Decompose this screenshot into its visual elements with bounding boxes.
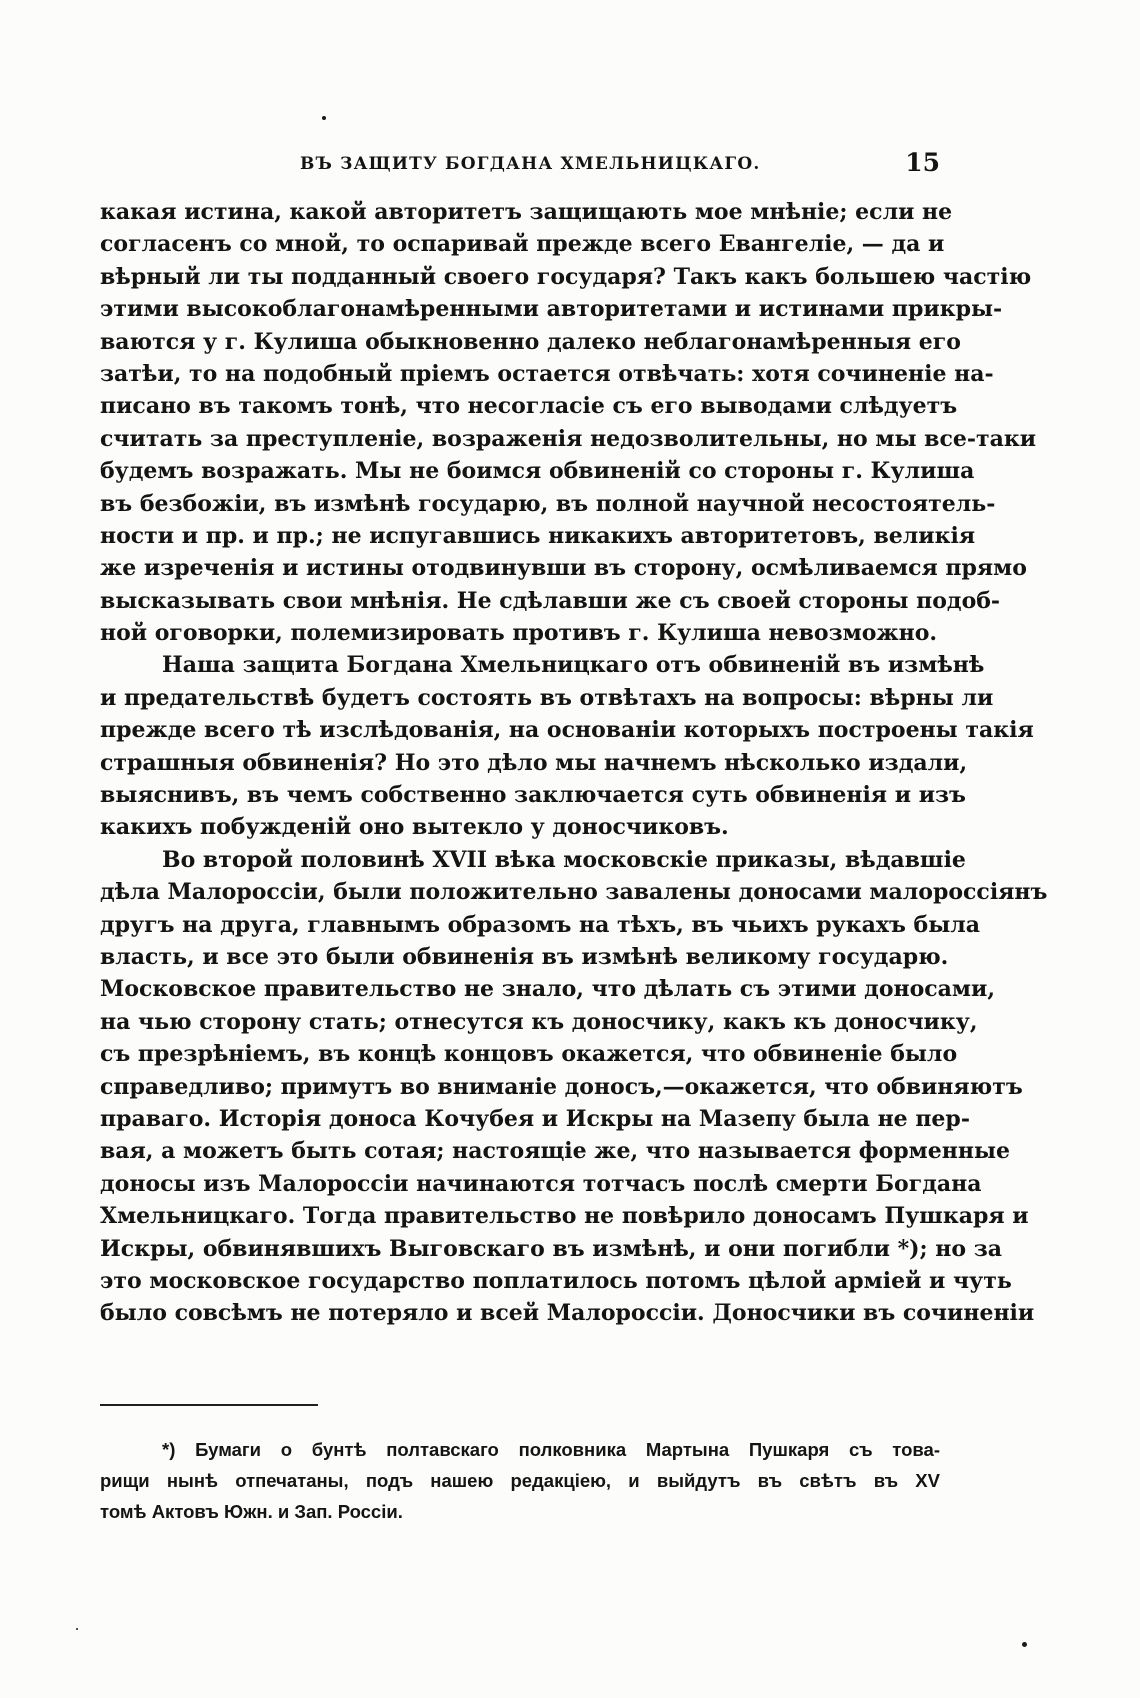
text-line: какихъ побужденій оно вытекло у доносчиковъ. xyxy=(100,814,729,841)
text-line: прежде всего тѣ изслѣдованія, на основаніи которыхъ построены такія xyxy=(100,717,1034,744)
text-line: доносы изъ Малороссіи начинаются тотчасъ послѣ смерти Богдана xyxy=(100,1170,982,1197)
print-speck xyxy=(322,116,326,120)
text-line: ваются у г. Кулиша обыкновенно далеко неблагонамѣренныя его xyxy=(100,328,961,355)
text-line: власть, и все это были обвиненія въ измѣнѣ великому государю. xyxy=(100,943,949,970)
paragraph xyxy=(100,844,1048,1330)
text-line: высказывать свои мнѣнія. Не сдѣлавши же съ своей стороны подоб- xyxy=(100,587,1001,614)
page-header xyxy=(100,148,940,182)
paragraph xyxy=(100,649,1034,843)
paragraph xyxy=(100,196,1037,649)
print-speck xyxy=(1022,1642,1027,1647)
text-line: ности и пр. и пр.; не испугавшись никакихъ авторитетовъ, великія xyxy=(100,522,976,549)
print-speck xyxy=(76,1628,78,1630)
footnote xyxy=(100,1434,940,1527)
text-line: вая, а можетъ быть сотая; настоящіе же, что называется форменные xyxy=(100,1138,1011,1165)
text-line: съ презрѣніемъ, въ концѣ концовъ окажется, что обвиненіе было xyxy=(100,1041,958,1068)
body-text xyxy=(100,196,1048,1330)
text-line: этими высокоблагонамѣренными авторитетами и истинами прикры- xyxy=(100,296,1003,323)
text-line: же изреченія и истины отодвинувши въ сторону, осмѣливаемся прямо xyxy=(100,555,1027,582)
text-line: затѣи, то на подобный пріемъ остается отвѣчать: хотя сочиненіе на- xyxy=(100,360,994,387)
text-line: Московское правительство не знало, что дѣлать съ этими доносами, xyxy=(100,976,996,1003)
text-line: будемъ возражать. Мы не боимся обвиненій со стороны г. Кулиша xyxy=(100,458,975,485)
text-line: Искры, обвинявшихъ Выговскаго въ измѣнѣ, и они погибли *); но за xyxy=(100,1235,1003,1262)
text-line: дѣла Малороссіи, были положительно завалены доносами малороссіянъ xyxy=(100,879,1048,906)
text-line: Наша защита Богдана Хмельницкаго отъ обвиненій въ измѣнѣ xyxy=(162,652,985,679)
text-line: въ безбожіи, въ измѣнѣ государю, въ полной научной несостоятель- xyxy=(100,490,996,517)
text-line: праваго. Исторія доноса Кочубея и Искры на Мазепу была не пер- xyxy=(100,1105,970,1132)
text-line: Хмельницкаго. Тогда правительство не повѣрило доносамъ Пушкаря и xyxy=(100,1203,1029,1230)
text-line: вѣрный ли ты подданный своего государя? Такъ какъ большею частію xyxy=(100,263,1032,290)
text-line: было совсѣмъ не потеряло и всей Малороссіи. Доносчики въ сочиненіи xyxy=(100,1300,1035,1327)
text-line: Во второй половинѣ XVII вѣка московскіе приказы, вѣдавшіе xyxy=(162,846,966,873)
text-line: и предательствѣ будетъ состоять въ отвѣтахъ на вопросы: вѣрны ли xyxy=(100,684,994,711)
text-line: ной оговорки, полемизировать противъ г. Кулиша невозможно. xyxy=(100,620,938,647)
text-line: другъ на друга, главнымъ образомъ на тѣхъ, въ чьихъ рукахъ была xyxy=(100,911,981,938)
text-line: выяснивъ, въ чемъ собственно заключается суть обвиненія и изъ xyxy=(100,782,966,809)
page-number: 15 xyxy=(905,148,940,177)
text-line: на чью сторону стать; отнесутся къ доносчику, какъ къ доносчику, xyxy=(100,1008,978,1035)
footnote-line: томѣ Актовъ Южн. и Зап. Россіи. xyxy=(100,1501,403,1522)
text-line: справедливо; примутъ во вниманіе доносъ,—окажется, что обвиняютъ xyxy=(100,1073,1023,1100)
text-line: это московское государство поплатилось потомъ цѣлой арміей и чуть xyxy=(100,1267,1012,1294)
text-line: считать за преступленіе, возраженія недозволительны, но мы все-таки xyxy=(100,425,1037,452)
footnote-line: *) Бумаги о бунтѣ полтавскаго полковника Мартына Пушкаря съ това- xyxy=(162,1439,940,1460)
text-line: страшныя обвиненія? Но это дѣло мы начнемъ нѣсколько издали, xyxy=(100,749,968,776)
running-head: ВЪ ЗАЩИТУ БОГДАНА ХМЕЛЬНИЦКАГО. xyxy=(300,154,761,174)
footnote-divider xyxy=(100,1404,318,1406)
text-line: писано въ такомъ тонѣ, что несогласіе съ его выводами слѣдуетъ xyxy=(100,393,958,420)
footnote-line: рищи нынѣ отпечатаны, подъ нашею редакціею, и выйдутъ въ свѣтъ въ XV xyxy=(100,1470,940,1491)
text-line: какая истина, какой авторитетъ защищають мое мнѣніе; если не xyxy=(100,199,953,225)
text-line: согласенъ со мной, то оспаривай прежде всего Евангеліе, — да и xyxy=(100,231,945,258)
